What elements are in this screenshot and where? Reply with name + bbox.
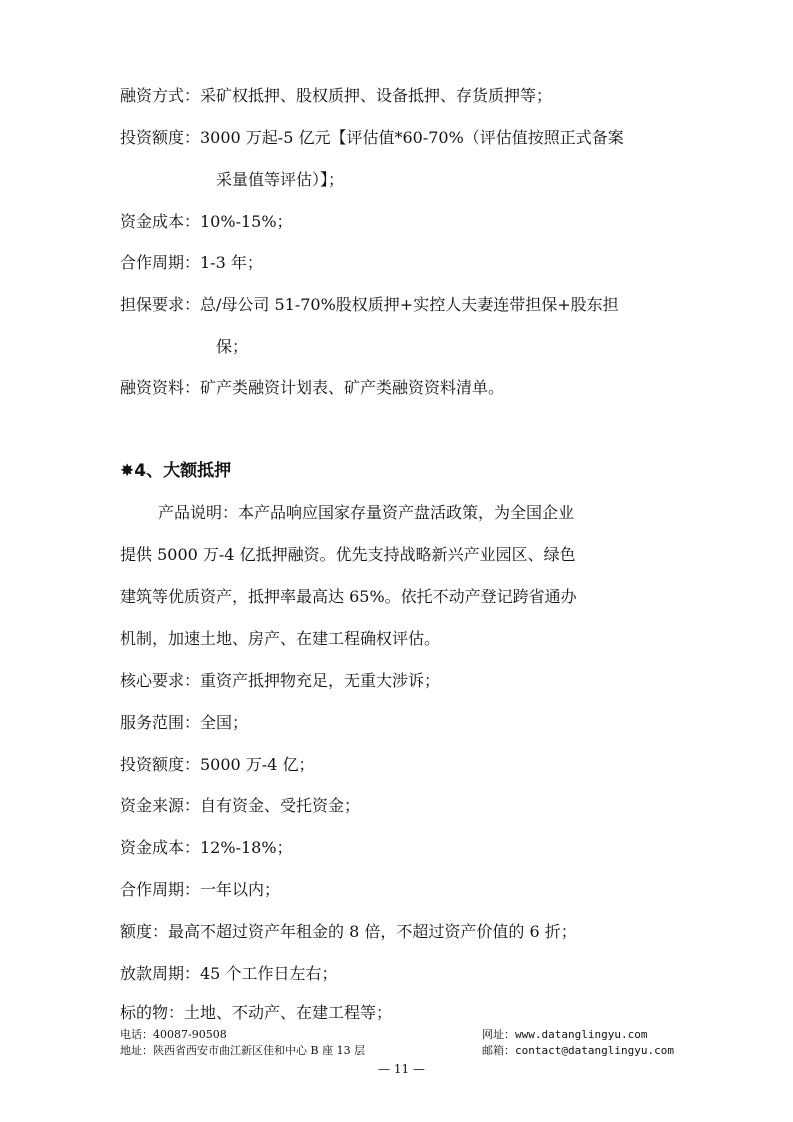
page-number: — 11 — bbox=[378, 1062, 425, 1076]
footer-email: 邮箱：contact@datanglingyu.com bbox=[482, 1044, 674, 1057]
financing-method: 融资方式：采矿权抵押、股权质押、设备抵押、存货质押等； bbox=[120, 86, 553, 105]
investment-amount-line1: 投资额度：3000 万起-5 亿元【评估值*60-70%（评估值按照正式备案 bbox=[120, 128, 624, 147]
core-requirement: 核心要求：重资产抵押物充足，无重大涉诉； bbox=[120, 671, 441, 690]
cooperation-period: 合作周期：1-3 年； bbox=[120, 253, 263, 272]
guarantee-line2: 保； bbox=[216, 337, 249, 356]
footer-phone: 电话：40087-90508 bbox=[120, 1028, 227, 1041]
section-heading: ✸4、大额抵押 bbox=[120, 461, 232, 481]
product-desc-line4: 机制，加速土地、房产、在建工程确权评估。 bbox=[120, 629, 441, 648]
investment-amount: 投资额度：5000 万-4 亿； bbox=[120, 755, 315, 774]
product-desc-line3: 建筑等优质资产，抵押率最高达 65%。依托不动产登记跨省通办 bbox=[120, 587, 577, 606]
fund-source: 资金来源：自有资金、受托资金； bbox=[120, 796, 361, 815]
collateral: 标的物：土地、不动产、在建工程等； bbox=[120, 1003, 393, 1022]
financing-materials: 融资资料：矿产类融资计划表、矿产类融资资料清单。 bbox=[120, 378, 505, 397]
product-desc-line2: 提供 5000 万-4 亿抵押融资。优先支持战略新兴产业园区、绿色 bbox=[120, 545, 576, 564]
footer-website: 网址：www.datanglingyu.com bbox=[482, 1028, 648, 1041]
loan-period: 放款周期：45 个工作日左右； bbox=[120, 964, 338, 983]
service-scope: 服务范围：全国； bbox=[120, 713, 249, 732]
cooperation-period-2: 合作周期：一年以内； bbox=[120, 880, 281, 899]
product-desc-line1: 产品说明：本产品响应国家存量资产盘活政策，为全国企业 bbox=[158, 503, 575, 522]
quota: 额度：最高不超过资产年租金的 8 倍，不超过资产价值的 6 折； bbox=[120, 922, 577, 941]
capital-cost-2: 资金成本：12%-18%； bbox=[120, 838, 293, 857]
footer-address: 地址：陕西省西安市曲江新区佳和中心 B 座 13 层 bbox=[120, 1044, 366, 1057]
guarantee-line1: 担保要求：总/母公司 51-70%股权质押+实控人夫妻连带担保+股东担 bbox=[120, 295, 619, 314]
capital-cost: 资金成本：10%-15%； bbox=[120, 212, 293, 231]
investment-amount-line2: 采量值等评估）】； bbox=[216, 170, 345, 189]
